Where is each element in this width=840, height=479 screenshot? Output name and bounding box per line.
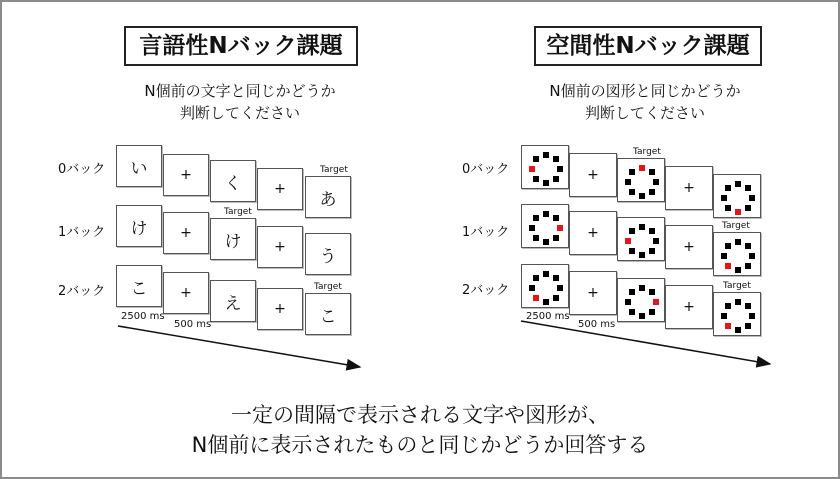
stimulus-square	[745, 205, 751, 211]
highlighted-square	[533, 295, 539, 301]
stimulus-square	[725, 205, 731, 211]
stimulus-square	[557, 285, 563, 291]
stimulus-square	[653, 179, 659, 185]
stimulus-square	[735, 299, 741, 305]
target-label: Target	[224, 207, 252, 217]
fixation-card: +	[257, 226, 303, 268]
stimulus-square	[639, 252, 645, 258]
stimulus-duration-label: 2500 ms	[526, 311, 570, 322]
spatial-stimulus-card	[521, 204, 569, 248]
stimulus-square	[749, 253, 755, 259]
spatial-target-card	[713, 292, 761, 336]
stimulus-square	[553, 176, 559, 182]
verbal-stimulus-card: こ	[116, 265, 162, 307]
stimulus-square	[533, 176, 539, 182]
verbal-target-card: こ	[305, 293, 351, 335]
fixation-card: +	[665, 285, 713, 329]
stimulus-square	[649, 228, 655, 234]
stimulus-square	[629, 248, 635, 254]
stimulus-square	[533, 275, 539, 281]
stimulus-square	[639, 224, 645, 230]
stimulus-square	[735, 239, 741, 245]
stimulus-square	[649, 309, 655, 315]
stimulus-square	[543, 239, 549, 245]
target-label: Target	[723, 281, 751, 291]
stimulus-square	[749, 313, 755, 319]
verbal-target-card: け	[210, 218, 256, 260]
stimulus-square	[533, 235, 539, 241]
stimulus-square	[639, 313, 645, 319]
stimulus-square	[557, 166, 563, 172]
fixation-card: +	[163, 154, 209, 196]
fixation-card: +	[257, 168, 303, 210]
stimulus-square	[639, 285, 645, 291]
verbal-stimulus-card: い	[116, 145, 162, 187]
spatial-instruction-line2: 判断してください	[584, 104, 705, 122]
spatial-instruction	[520, 80, 770, 124]
highlighted-square	[557, 225, 563, 231]
stimulus-square	[649, 289, 655, 295]
stimulus-square	[745, 263, 751, 269]
stimulus-square	[625, 299, 631, 305]
stimulus-square	[725, 303, 731, 309]
stimulus-square	[649, 248, 655, 254]
verbal-row-label: 1バック	[58, 225, 106, 240]
stimulus-square	[745, 323, 751, 329]
stimulus-square	[721, 195, 727, 201]
verbal-instruction-line2: 判断してください	[179, 104, 300, 122]
stimulus-square	[745, 243, 751, 249]
verbal-stimulus-card: う	[305, 233, 351, 275]
spatial-target-card	[617, 158, 665, 202]
summary-line2: N個前に表示されたものと同じかどうか回答する	[191, 433, 649, 457]
fixation-card: +	[163, 272, 209, 314]
spatial-stimulus-card	[521, 264, 569, 308]
highlighted-square	[529, 166, 535, 172]
spatial-stimulus-card	[521, 145, 569, 189]
stimulus-square	[639, 193, 645, 199]
highlighted-square	[653, 299, 659, 305]
verbal-stimulus-card: け	[116, 205, 162, 247]
verbal-target-card: あ	[305, 176, 351, 218]
highlighted-square	[625, 238, 631, 244]
summary-line1: 一定の間隔で表示される文字や図形が、	[231, 403, 609, 427]
isi-duration-label: 500 ms	[174, 319, 212, 330]
stimulus-duration-label: 2500 ms	[121, 311, 165, 322]
verbal-instruction-line1: N個前の文字と同じかどうか	[144, 82, 336, 100]
verbal-title: 言語性Nバック課題	[124, 26, 358, 66]
highlighted-square	[725, 323, 731, 329]
stimulus-square	[649, 189, 655, 195]
verbal-stimulus-card: え	[210, 280, 256, 322]
fixation-card: +	[569, 211, 617, 255]
fixation-card: +	[257, 288, 303, 330]
spatial-title: 空間性Nバック課題	[534, 26, 762, 66]
fixation-card: +	[665, 166, 713, 210]
stimulus-square	[529, 225, 535, 231]
stimulus-square	[629, 169, 635, 175]
stimulus-square	[529, 285, 535, 291]
fixation-card: +	[163, 212, 209, 254]
verbal-time-arrow	[118, 326, 360, 367]
isi-duration-label: 500 ms	[578, 319, 616, 330]
spatial-target-card	[713, 232, 761, 276]
stimulus-square	[745, 185, 751, 191]
stimulus-square	[629, 289, 635, 295]
stimulus-square	[553, 275, 559, 281]
stimulus-square	[629, 309, 635, 315]
spatial-row-label: 0バック	[462, 162, 510, 177]
highlighted-square	[735, 209, 741, 215]
spatial-stimulus-card	[617, 278, 665, 322]
stimulus-square	[543, 271, 549, 277]
spatial-stimulus-card	[617, 217, 665, 261]
stimulus-square	[721, 253, 727, 259]
target-label: Target	[320, 165, 348, 175]
stimulus-square	[629, 189, 635, 195]
verbal-row-label: 0バック	[58, 162, 106, 177]
target-label: Target	[722, 221, 750, 231]
spatial-row-label: 2バック	[462, 283, 510, 298]
stimulus-square	[735, 181, 741, 187]
stimulus-square	[553, 295, 559, 301]
fixation-card: +	[665, 225, 713, 269]
fixation-card: +	[569, 271, 617, 315]
highlighted-square	[725, 263, 731, 269]
target-label: Target	[314, 282, 342, 292]
stimulus-square	[625, 179, 631, 185]
stimulus-square	[735, 327, 741, 333]
verbal-row-label: 2バック	[58, 284, 106, 299]
stimulus-square	[629, 228, 635, 234]
verbal-stimulus-card: く	[210, 160, 256, 202]
stimulus-square	[749, 195, 755, 201]
target-label: Target	[633, 147, 661, 157]
stimulus-square	[721, 313, 727, 319]
stimulus-square	[543, 152, 549, 158]
stimulus-square	[533, 215, 539, 221]
stimulus-square	[725, 185, 731, 191]
stimulus-square	[745, 303, 751, 309]
stimulus-square	[543, 211, 549, 217]
stimulus-square	[553, 215, 559, 221]
spatial-stimulus-card	[713, 174, 761, 218]
stimulus-square	[653, 238, 659, 244]
fixation-card: +	[569, 153, 617, 197]
spatial-instruction-line1: N個前の図形と同じかどうか	[549, 82, 741, 100]
stimulus-square	[533, 156, 539, 162]
stimulus-square	[543, 299, 549, 305]
stimulus-square	[553, 156, 559, 162]
stimulus-square	[735, 267, 741, 273]
stimulus-square	[725, 243, 731, 249]
stimulus-square	[553, 235, 559, 241]
stimulus-square	[543, 180, 549, 186]
highlighted-square	[639, 165, 645, 171]
spatial-row-label: 1バック	[462, 225, 510, 240]
stimulus-square	[649, 169, 655, 175]
